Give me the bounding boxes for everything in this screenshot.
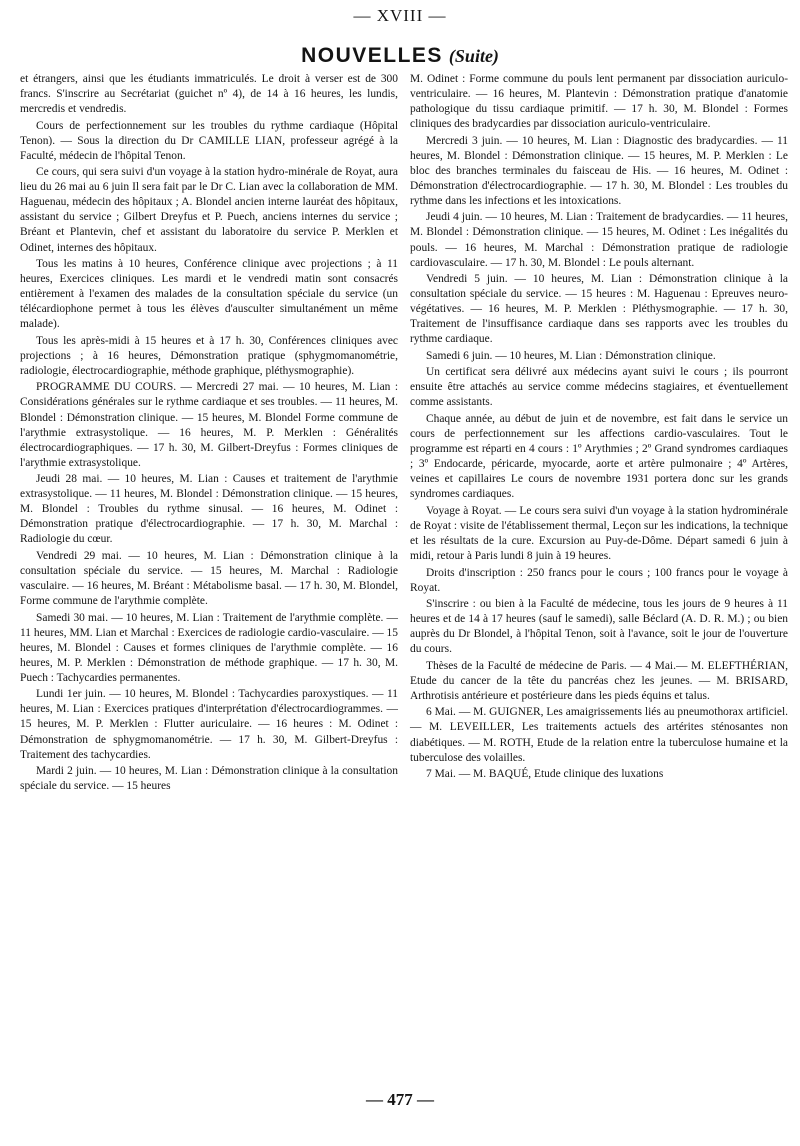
title-suffix: (Suite) <box>448 46 499 66</box>
paragraph: PROGRAMME DU COURS. — Mercredi 27 mai. — 10 heures, M. Lian : Considérations générales sur le rythme cardiaque et ses troubles. — 11 heures, M. Blondel : Démonstration clinique. — 15 heures, M. Blondel Forme commune de l'arythmie extrasystolique. — 16 heures, M. P. Merklen : Généralités électrocardiographiques. — 17 h. 30, M. Gilbert-Dreyfus : Formes cliniques de l'arythmie extrasystolique. <box>20 381 398 469</box>
title-main: NOUVELLES <box>301 44 443 67</box>
paragraph: Jeudi 4 juin. — 10 heures, M. Lian : Traitement de bradycardies. — 11 heures, M. Blondel : Démonstration clinique. — 15 heures, M. Odinet : Les inégalités du pouls. — 16 heures, M. Marchal : Démonstration pratique de radiologie cardiovasculaire. — 17 h. 30, M. Blondel : Le pouls alternant. <box>410 211 788 269</box>
running-header: — XVIII — <box>353 6 447 25</box>
paragraph: Un certificat sera délivré aux médecins ayant suivi le cours ; ils pourront ensuite être attachés au service comme médecins stagiaires, et éventuellement comme assistants. <box>410 366 788 409</box>
paragraph: Thèses de la Faculté de médecine de Paris. — 4 Mai.— M. ELEFTHÉRIAN, Etude du cancer de la tête du pancréas chez les jeunes. — M. BRISARD, Arthrotisis antérieure et postérieure dans les pieds équins et talus. <box>410 659 788 702</box>
paragraph: Cours de perfectionnement sur les troubles du rythme cardiaque (Hôpital Tenon). — Sous la direction du Dr CAMILLE LIAN, professeur agrégé à la Faculté, médecin de l'hôpital Tenon. <box>20 119 398 162</box>
paragraph: Mardi 2 juin. — 10 heures, M. Lian : Démonstration clinique à la consultation spéciale du service. — 15 heures <box>20 765 398 793</box>
paragraph: 7 Mai. — M. BAQUÉ, Etude clinique des luxations <box>426 768 664 781</box>
right-column <box>410 72 788 784</box>
paragraph: S'inscrire : ou bien à la Faculté de médecine, tous les jours de 9 heures à 11 heures et de 14 à 17 heures (sauf le samedi), salle Béclard (A. D. R. M.) ; ou bien auprès du Dr Blondel, à l'hôpital Tenon, soit à l'avance, soit le jour de l'ouverture du cours. <box>410 598 788 656</box>
paragraph: Lundi 1er juin. — 10 heures, M. Blondel : Tachycardies paroxystiques. — 11 heures, M. Lian : Exercices pratiques d'interprétation d'électrocardiogrammes. — 15 heures, M. P. Merklen : Flutter auriculaire. — 16 heures : M. Odinet : Démonstration de sphygmomanométrie. — 17 h. 30, M. Gilbert-Dreyfus : Traitement des tachycardies. <box>20 688 398 761</box>
paragraph: Samedi 30 mai. — 10 heures, M. Lian : Traitement de l'arythmie complète. — 11 heures, MM. Lian et Marchal : Exercices de radiologie cardio-vasculaire. — 15 heures, M. Blondel : Causes et formes cliniques de l'arythmie complète. — 16 heures, M. P. Merklen : Démonstration de méthode graphique. — 17 h. 30, M. Puech : Tachycardies permanentes. <box>20 611 398 684</box>
paragraph: Droits d'inscription : 250 francs pour le cours ; 100 francs pour le voyage à Royat. <box>410 566 788 594</box>
page-title <box>0 44 800 68</box>
page-number: — 477 — <box>366 1090 434 1109</box>
paragraph: 6 Mai. — M. GUIGNER, Les amaigrissements liés au pneumothorax artificiel. — M. LEVEILLER, Les traitements actuels des artérites sténosantes non diabétiques. — M. ROTH, Etude de la relation entre la tuberculose humaine et la tuberculose des volailles. <box>410 706 788 764</box>
left-column <box>20 72 398 796</box>
paragraph: M. Odinet : Forme commune du pouls lent permanent par dissociation auriculo-ventriculaire. — 16 heures, M. Plantevin : Démonstration pratique d'anatomie pathologique du tissu cardiaque primitif. — 17 h. 30, M. Blondel : Formes cliniques des bradycardies par dissociation auriculo-ventriculaire. <box>410 73 788 131</box>
paragraph: Vendredi 29 mai. — 10 heures, M. Lian : Démonstration clinique à la consultation spéciale du service. — 15 heures, M. Marchal : Radiologie vasculaire. — 16 heures, M. Bréant : Métabolisme basal. — 17 h. 30, M. Blondel, Forme commune de l'arythmie complète. <box>20 549 398 608</box>
paragraph: Ce cours, qui sera suivi d'un voyage à la station hydro-minérale de Royat, aura lieu du 26 mai au 6 juin Il sera fait par le Dr C. Lian avec la collaboration de MM. Haguenau, médecin des hôpitaux ; A. Blondel ancien interne lauréat des hôpitaux, assistant du service ; Gilbert Dreyfus et P. Puech, anciens internes du service ; Bréant et Plantevin, chef et assistant du laboratoire du service P. Merklen et Odinet, internes des hôpitaux. <box>20 166 398 254</box>
paragraph: Chaque année, au début de juin et de novembre, est fait dans le service un cours de perfectionnement sur les affections cardio-vasculaires. Tout le programme est réparti en 4 cours : 1º Arythmies ; 2º Grand syndromes cardiaques ; 3º Endocarde, péricarde, myocarde, aorte et artère pulmonaire ; 4º Artères, veines et capillaires Le cours de novembre 1931 portera donc sur les grands syndromes cardiaques. <box>410 413 788 501</box>
paragraph: Voyage à Royat. — Le cours sera suivi d'un voyage à la station hydrominérale de Royat : visite de l'établissement thermal, Leçon sur les indications, la technique et les résultats de la cure. Excursion au Puy-de-Dôme. Départ samedi 6 juin à midi, retour à Paris lundi 8 juin à 19 heures. <box>410 504 788 562</box>
paragraph: Jeudi 28 mai. — 10 heures, M. Lian : Causes et traitement de l'arythmie extrasystolique. — 11 heures, M. Blondel : Démonstration clinique. — 15 heures, M. Blondel : Troubles du rythme sinusal. — 16 heures, M. Odinet : Démonstration pratique d'électrocardiographie. — 17 h. 30, M. Marchal : Radiologie du cœur. <box>20 473 398 546</box>
paragraph: Mercredi 3 juin. — 10 heures, M. Lian : Diagnostic des bradycardies. — 11 heures, M. Blondel : Démonstration clinique. — 15 heures, M. P. Merklen : Le bloc des branches terminales du faisceau de His. — 16 heures, M. Odinet : Démonstration d'électrocardiographie. — 17 h. 30, M. Blondel : Les troubles du rythme dans les infections et les intoxications. <box>410 134 788 207</box>
paragraph: Vendredi 5 juin. — 10 heures, M. Lian : Démonstration clinique à la consultation spéciale du service. — 15 heures : M. Haguenau : Epreuves neuro-végétatives. — 16 heures, M. P. Merklen : Pléthysmographie. — 17 h. 30, Traitement de l'insuffisance cardiaque dans ses rapports avec les troubles du rythme cardiaque. <box>410 273 788 346</box>
paragraph: Tous les après-midi à 15 heures et à 17 h. 30, Conférences cliniques avec projections ; à 16 heures, Démonstration pratique (sphygmomanométrie, radiologie, électrocardiographie, méthode graphique, pléthysmographie). <box>20 334 398 377</box>
paragraph: et étrangers, ainsi que les étudiants immatriculés. Le droit à verser est de 300 francs. S'inscrire au Secrétariat (guichet nº 4), de 14 à 16 heures, les lundis, mercredis et vendredis. <box>20 73 398 116</box>
paragraph: Tous les matins à 10 heures, Conférence clinique avec projections ; à 11 heures, Exercices cliniques. Les mardi et le vendredi matin sont consacrés entièrement à l'examen des malades de la consultation spéciale du service (un télécardiophone permet à tous les élèves d'ausculter simultanément un même malade). <box>20 258 398 331</box>
paragraph: Samedi 6 juin. — 10 heures, M. Lian : Démonstration clinique. <box>426 349 716 362</box>
